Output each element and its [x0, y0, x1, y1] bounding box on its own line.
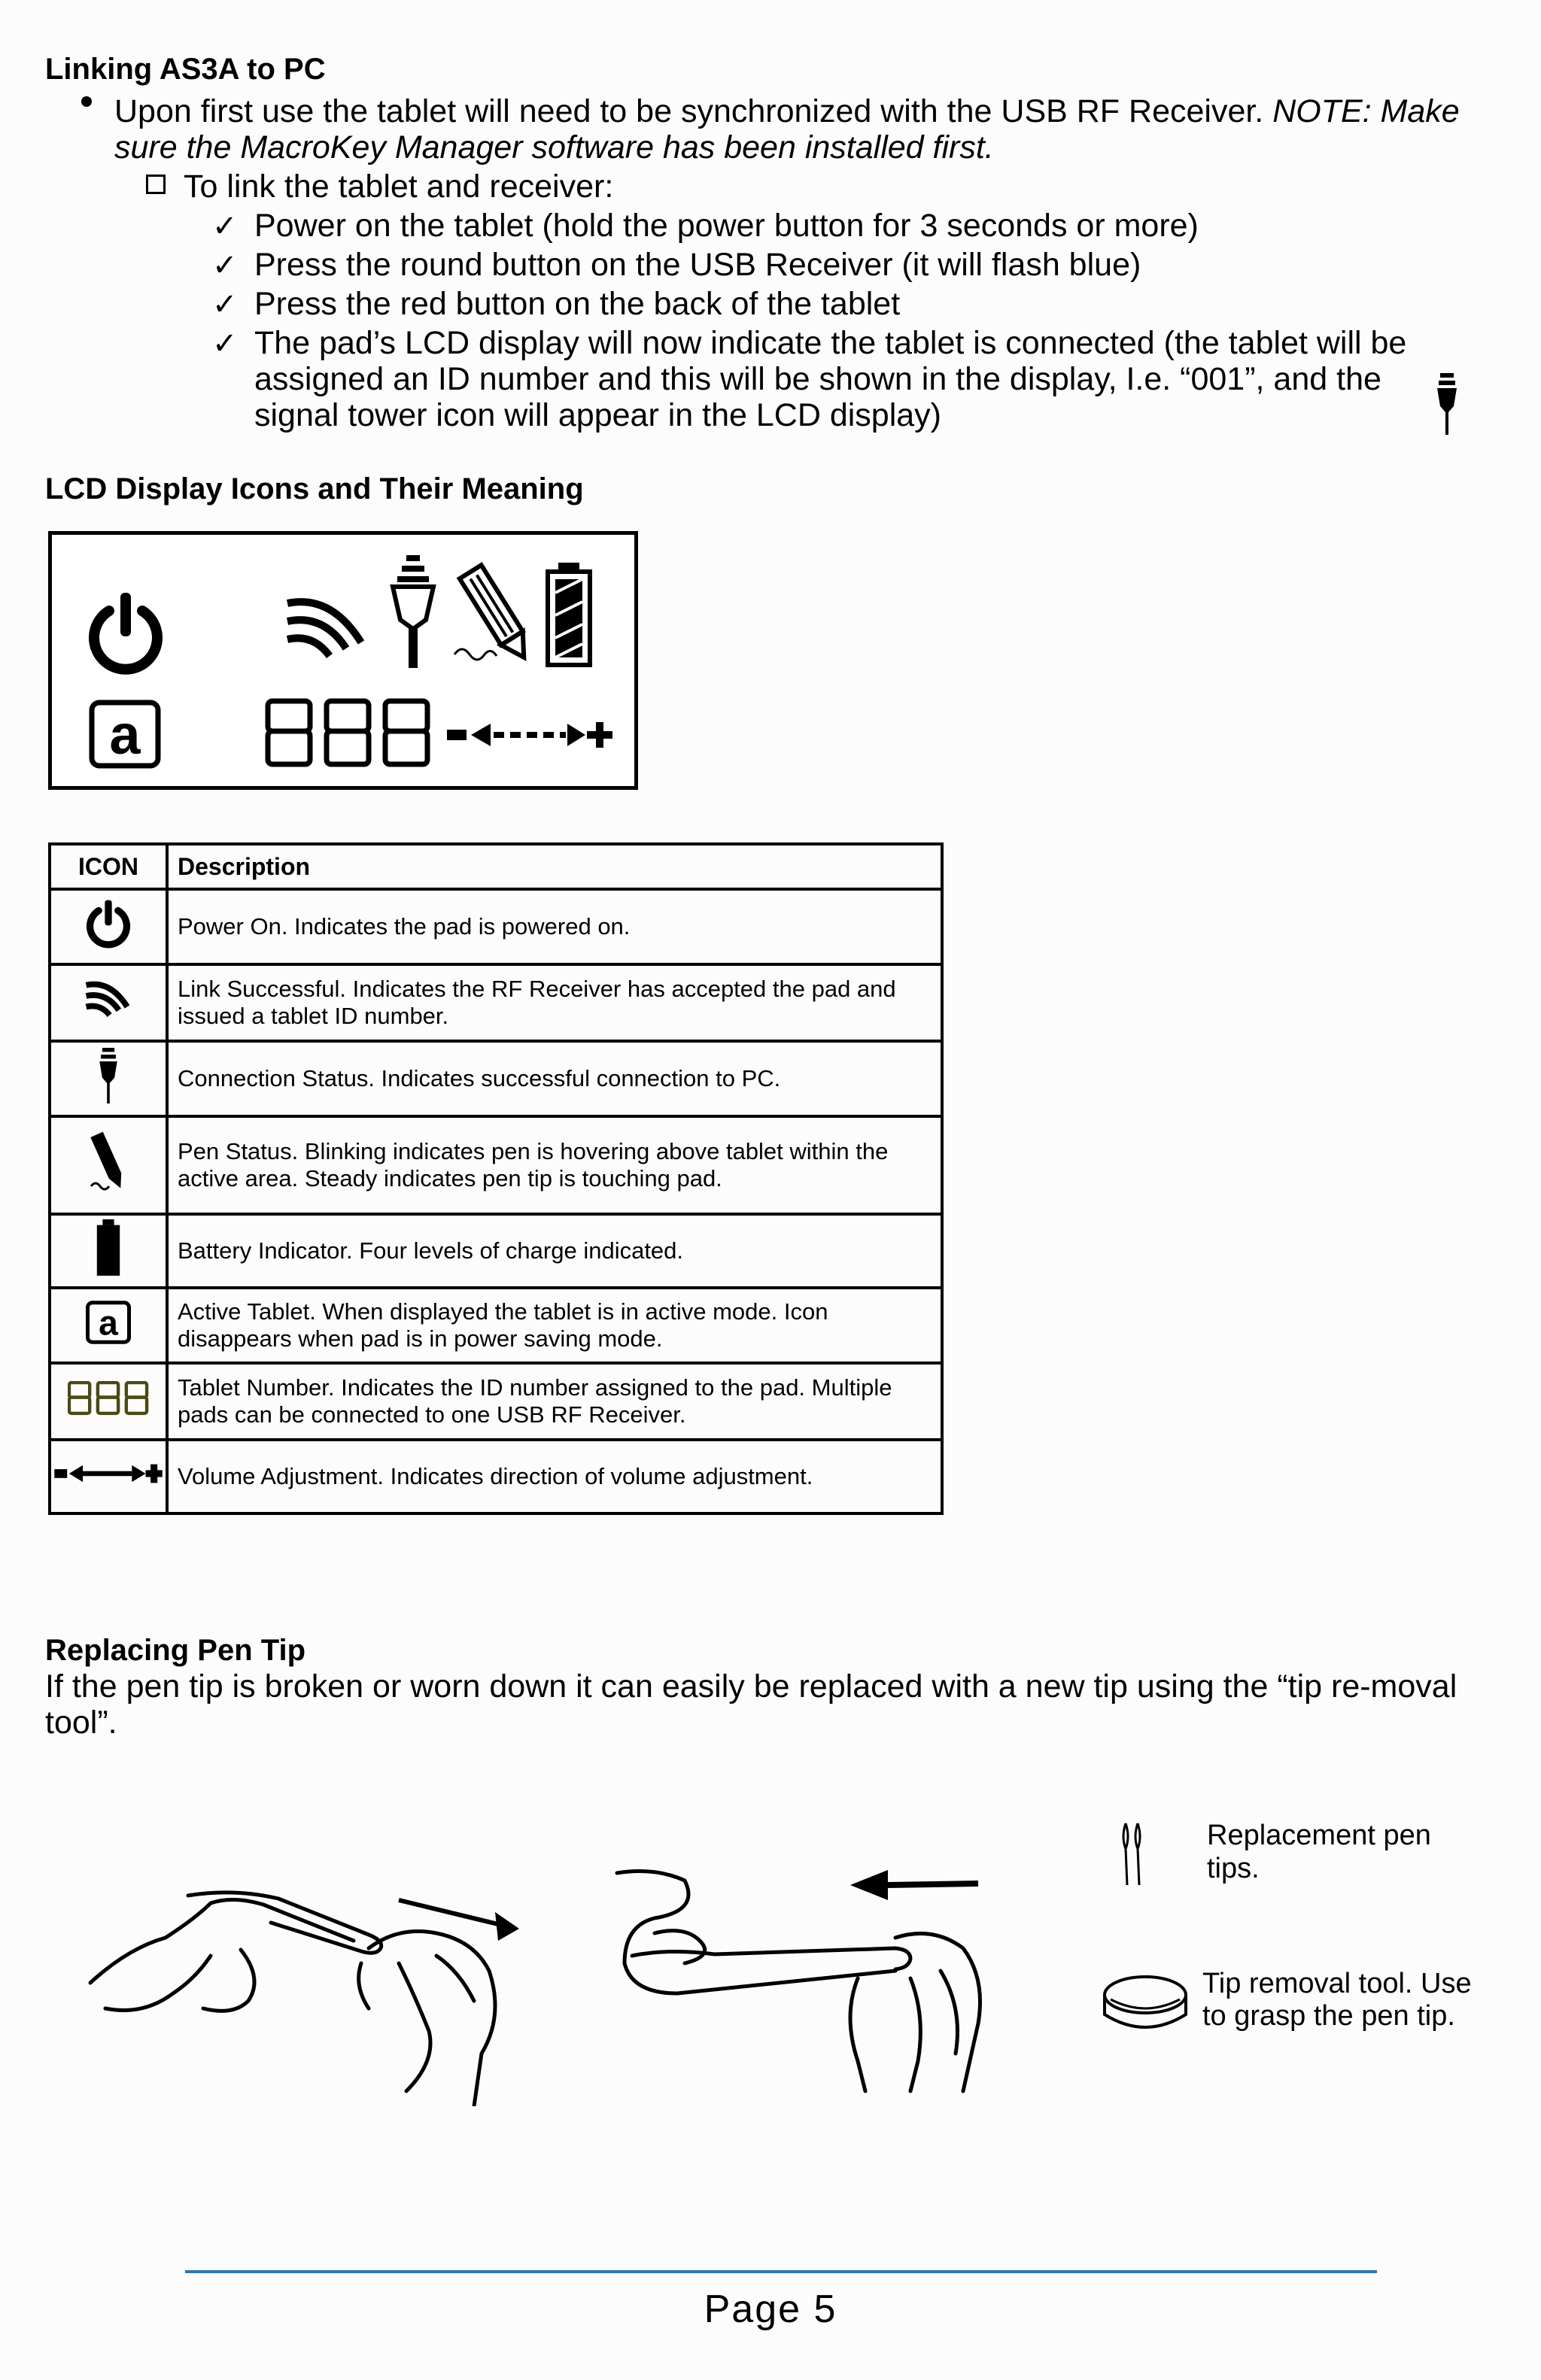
table-row [50, 889, 942, 964]
svg-text:a: a [109, 703, 141, 766]
row-description: Power On. Indicates the pad is powered on. [167, 889, 942, 964]
active-tablet-icon [86, 1301, 131, 1344]
check-icon: ✓ [212, 327, 238, 360]
step-4: The pad’s LCD display will now indicate the tablet is connected (the tablet will be assigned an ID number and this will be shown in the display, I.e. “001”, and the signal tower icon will appear in the LCD display) [254, 325, 1407, 433]
row-description: Link Successful. Indicates the RF Receiver has accepted the pad and issued a tablet ID number. [167, 964, 942, 1041]
row-description: Volume Adjustment. Indicates direction of volume adjustment. [167, 1440, 942, 1513]
pen-tips-icon [1120, 1822, 1147, 1887]
footer-rule [185, 2270, 1377, 2273]
table-row [50, 1440, 942, 1513]
svg-text:a: a [99, 1303, 118, 1343]
table-row [50, 1116, 942, 1214]
checkbox-label: To link the tablet and receiver: [184, 168, 614, 205]
linking-heading: Linking AS3A to PC [45, 53, 326, 86]
tip-removal-illustration-1 [83, 1865, 534, 2106]
active-tablet-icon [89, 700, 161, 769]
step-2: Press the round button on the USB Receiver (it will flash blue) [254, 247, 1141, 283]
step-1: Power on the tablet (hold the power button for 3 seconds or more) [254, 208, 1199, 244]
link-signal-icon [286, 596, 369, 663]
header-description: Description [167, 844, 942, 889]
power-icon [84, 897, 132, 950]
icon-table [48, 842, 944, 1515]
pen-tip-text: If the pen tip is broken or worn down it can easily be replaced with a new tip using the “tip re-moval tool”. [45, 1668, 1457, 1741]
row-description: Tablet Number. Indicates the ID number assigned to the pad. Multiple pads can be connected to one USB RF Receiver. [167, 1363, 942, 1440]
pen-tip-heading: Replacing Pen Tip [45, 1634, 305, 1667]
bullet-dot [81, 96, 92, 107]
legend-pen-tips-label: Replacement pen tips. [1207, 1820, 1431, 1884]
volume-adjust-icon [447, 718, 612, 752]
row-description: Pen Status. Blinking indicates pen is hovering above tablet within the active area. Steady indicates pen tip is touching pad. [167, 1116, 942, 1214]
page-number: Page 5 [704, 2287, 837, 2331]
checkbox-icon [146, 175, 166, 194]
bullet-note: NOTE: Make sure the MacroKey Manager software has been installed first. [114, 93, 1460, 165]
signal-tower-icon [1436, 373, 1458, 435]
table-row [50, 964, 942, 1041]
volume-adjust-icon [53, 1462, 163, 1485]
legend-tool-label: Tip removal tool. Use to grasp the pen tip. [1202, 1968, 1472, 2032]
signal-tower-icon [390, 555, 436, 668]
step-3: Press the red button on the back of the tablet [254, 286, 901, 322]
linking-bullet [114, 93, 1484, 165]
link-signal-icon [79, 981, 138, 1018]
check-icon: ✓ [212, 288, 238, 321]
pen-icon [451, 560, 534, 672]
row-description: Active Tablet. When displayed the tablet is in active mode. Icon disappears when pad is in power saving mode. [167, 1288, 942, 1363]
tip-removal-tool-icon [1100, 1972, 1190, 2037]
tablet-number-display [265, 698, 432, 769]
battery-icon [93, 1219, 123, 1277]
table-row [50, 1041, 942, 1116]
power-icon [84, 591, 167, 675]
lcd-heading: LCD Display Icons and Their Meaning [45, 472, 584, 505]
tip-removal-illustration-2 [609, 1865, 1001, 2106]
table-row [50, 1288, 942, 1363]
signal-tower-icon [97, 1048, 120, 1103]
tablet-number-display [68, 1381, 149, 1416]
table-header-row [50, 844, 942, 889]
check-icon: ✓ [212, 210, 238, 243]
check-icon: ✓ [212, 249, 238, 282]
battery-icon [545, 563, 593, 668]
table-row [50, 1363, 942, 1440]
pen-icon [90, 1131, 127, 1194]
bullet-text: Upon first use the tablet will need to be synchronized with the USB RF Receiver. [114, 93, 1264, 129]
header-icon: ICON [50, 844, 167, 889]
row-description: Connection Status. Indicates successful connection to PC. [167, 1041, 942, 1116]
table-row [50, 1214, 942, 1288]
row-description: Battery Indicator. Four levels of charge indicated. [167, 1214, 942, 1288]
